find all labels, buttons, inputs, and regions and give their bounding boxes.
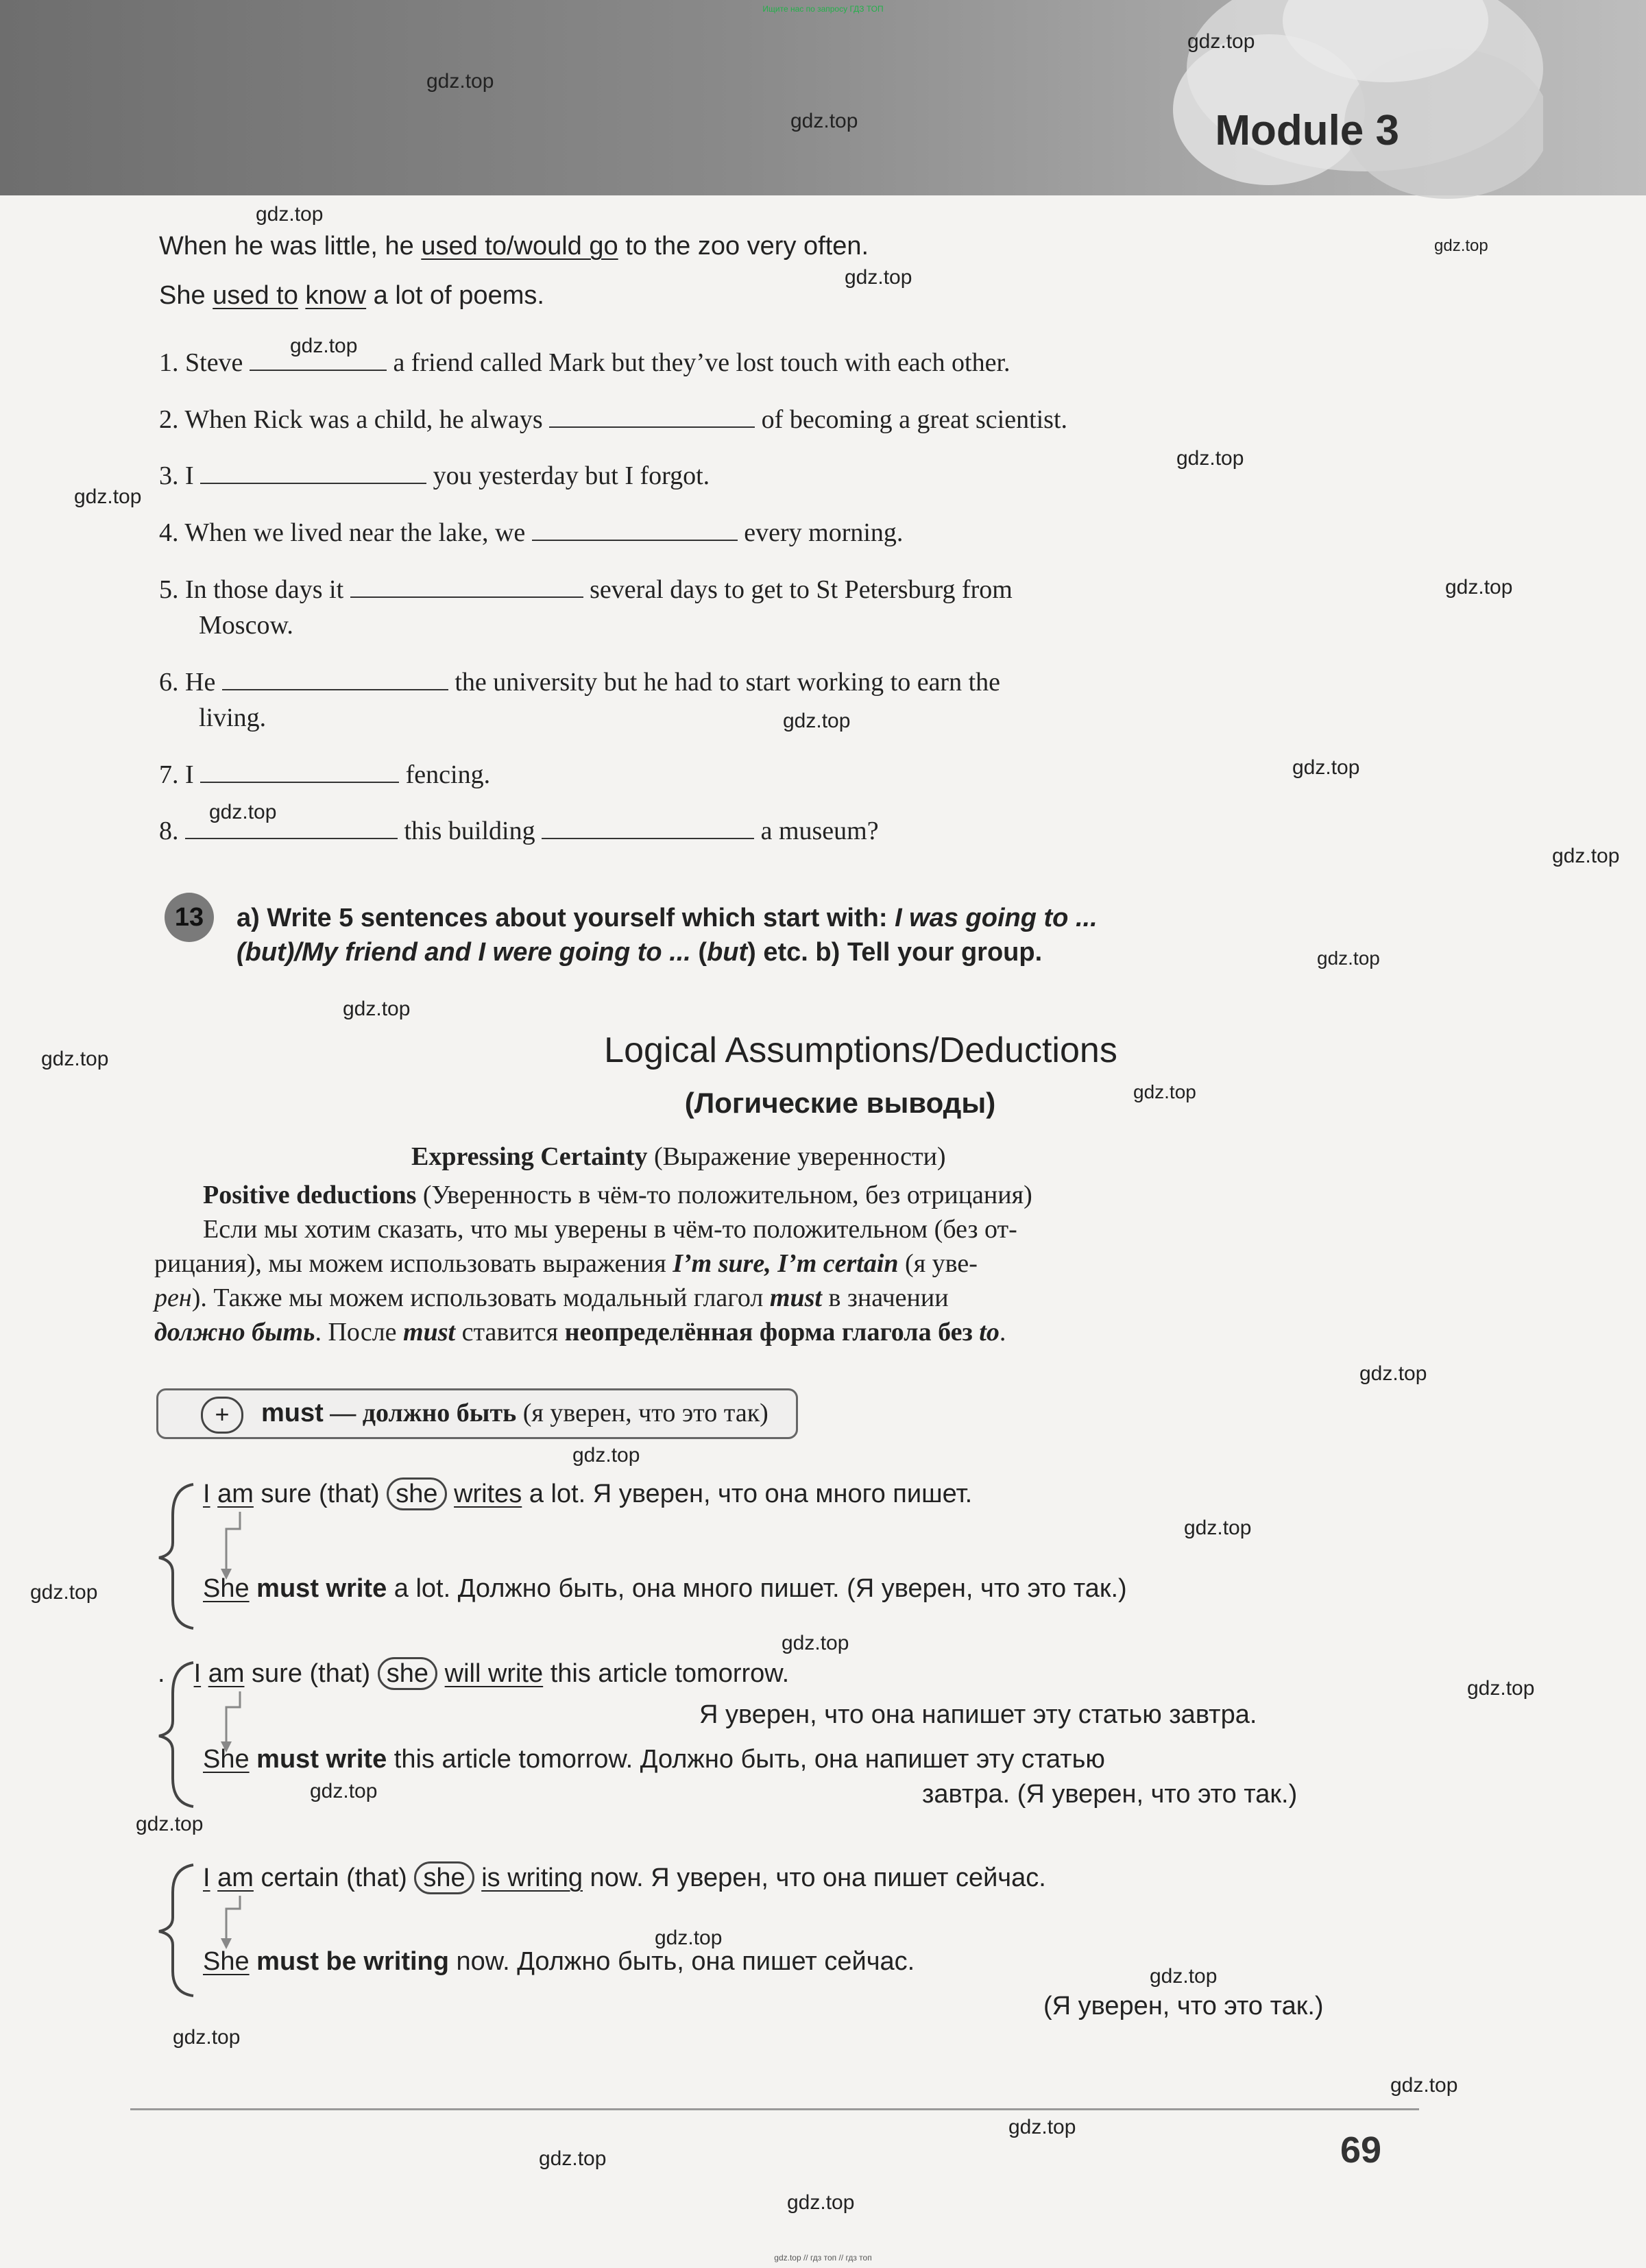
underlined-text: am [217, 1480, 254, 1508]
bold-verb: must write [249, 1574, 387, 1603]
underlined-text: I [203, 1480, 210, 1508]
item-text: He [185, 668, 216, 697]
text: sure (that) [244, 1659, 378, 1688]
item-number: 3. [159, 461, 179, 490]
underlined-text: am [217, 1863, 254, 1892]
example-line: . I am sure (that) she will write this article tomorrow. [158, 1659, 789, 1689]
underlined-text: know [305, 281, 367, 310]
exercise-item [159, 518, 1399, 548]
watermark: gdz.top [787, 2191, 855, 2214]
answer-blank[interactable] [532, 519, 738, 541]
watermark: gdz.top [782, 1632, 849, 1654]
text [298, 281, 306, 310]
task-text: ) etc. b) Tell your group. [747, 938, 1043, 967]
item-text: the university but he had to start working to earn the [455, 668, 1001, 697]
watermark: gdz.top [1390, 2074, 1458, 2097]
item-text: you yesterday but I forgot. [433, 461, 710, 490]
text: now. Должно быть, она пишет сейчас. [448, 1947, 915, 1976]
item-number: 6. [159, 668, 179, 697]
item-text: fencing. [405, 760, 491, 789]
footer-divider [130, 2108, 1419, 2110]
bold-italic-text: must [769, 1283, 822, 1312]
paragraph-line [154, 1246, 1395, 1281]
bold-text: — должно быть [323, 1399, 517, 1427]
answer-blank[interactable] [185, 817, 398, 839]
example-translation: (Я уверен, что это так.) [1043, 1992, 1324, 2020]
exercise-item [159, 405, 1399, 435]
text: sure (that) [253, 1480, 387, 1508]
watermark: gdz.top [290, 335, 358, 357]
text: . [999, 1318, 1006, 1347]
example-translation: завтра. (Я уверен, что это так.) [922, 1780, 1298, 1809]
watermark: gdz.top [572, 1444, 640, 1467]
underlined-verb: writes [454, 1480, 522, 1508]
item-number: 2. [159, 405, 179, 434]
exercise-item [159, 461, 1399, 491]
watermark: gdz.top [783, 710, 851, 732]
bold-verb: must write [249, 1745, 387, 1774]
text: this article tomorrow. Должно быть, она напишет эту статью [387, 1745, 1105, 1774]
task-text-italic: but [707, 938, 748, 967]
paragraph-line [154, 1281, 1395, 1315]
example-sentence [159, 232, 1399, 261]
watermark: gdz.top [74, 485, 142, 508]
text: (Уверенность в чём-то положительном, без отрицания) [416, 1181, 1032, 1209]
item-text: every morning. [744, 518, 904, 547]
underlined-text: She [203, 1947, 250, 1976]
text: a lot. Я уверен, что она много пишет. [522, 1480, 973, 1508]
text: certain (that) [253, 1863, 415, 1892]
watermark: gdz.top [343, 998, 411, 1020]
example-line [203, 1480, 972, 1509]
example-line [203, 1574, 1127, 1604]
circled-subject: she [414, 1861, 474, 1894]
text: (Выражение уверенности) [647, 1142, 946, 1171]
watermark: gdz.top [1150, 1965, 1218, 1988]
watermark: gdz.top [256, 203, 324, 226]
brace-icon [152, 1861, 207, 1999]
item-number: 7. [159, 760, 179, 789]
watermark: gdz.top [1467, 1677, 1535, 1700]
item-text: I [185, 461, 194, 490]
watermark: gdz.top [1552, 845, 1620, 867]
watermark: gdz.top [539, 2147, 607, 2170]
answer-blank[interactable] [200, 761, 399, 783]
section-title: Logical Assumptions/Deductions [604, 1030, 1117, 1070]
bold-text: must [261, 1399, 324, 1427]
bold-italic-text: I’m sure, I’m certain [673, 1249, 899, 1278]
text: рицания), мы можем использовать выражения [154, 1249, 673, 1278]
item-number: 5. [159, 575, 179, 604]
underlined-text: used to/would go [421, 232, 618, 261]
item-text: When we lived near the lake, we [184, 518, 526, 547]
example-line [203, 1745, 1105, 1774]
example-sentence [159, 281, 1399, 311]
exercise-item [159, 575, 1399, 605]
item-text: a museum? [760, 817, 879, 845]
underlined-text: I [193, 1659, 202, 1688]
watermark: gdz.top [1445, 576, 1513, 599]
text: . После [315, 1318, 404, 1347]
positive-deductions-heading [203, 1178, 1396, 1212]
text: a lot. Должно быть, она много пишет. (Я уверен, что это так.) [387, 1574, 1127, 1603]
exercise-item [159, 667, 1399, 697]
paragraph-line: Если мы хотим сказать, что мы уверены в чём-то положительном (без от- [203, 1215, 1017, 1244]
exercise-item-continuation: living. [199, 703, 267, 732]
arrow-down-icon [206, 1508, 247, 1584]
underlined-text: She [203, 1745, 250, 1774]
watermark: gdz.top [1187, 30, 1255, 53]
exercise-item [159, 816, 1399, 846]
item-text: When Rick was a child, he always [184, 405, 543, 434]
task-text-italic: I was going to ... [895, 904, 1098, 932]
item-text: In those days it [185, 575, 344, 604]
watermark: gdz.top [310, 1780, 378, 1802]
task-text-italic: (but)/My friend and I were going to ... [237, 938, 691, 967]
text: в значении [821, 1283, 949, 1312]
exercise-item [159, 760, 1399, 790]
watermark: gdz.top [655, 1927, 723, 1949]
watermark: gdz.top [426, 70, 494, 93]
exercise-number-badge: 13 [165, 893, 214, 942]
module-title: Module 3 [1215, 107, 1399, 154]
watermark: gdz.top [1434, 237, 1488, 255]
watermark: gdz.top [209, 801, 277, 823]
answer-blank[interactable] [200, 462, 426, 484]
top-banner: Ищите нас по запросу ГДЗ ТОП [762, 4, 884, 14]
arrow-down-icon [206, 1892, 247, 1954]
text: ). Также мы можем использовать модальный глагол [191, 1283, 770, 1312]
text: ставится [455, 1318, 565, 1347]
bottom-banner: gdz.top // гдз топ // гдз топ [774, 2253, 872, 2263]
watermark: gdz.top [1133, 1081, 1196, 1102]
text: a lot of poems. [366, 281, 544, 310]
item-text: I [185, 760, 194, 789]
text: (я уве- [898, 1249, 978, 1278]
watermark: gdz.top [1317, 948, 1380, 969]
underlined-text: She [203, 1574, 250, 1603]
bold-text: Expressing Certainty [411, 1142, 648, 1171]
answer-blank[interactable] [222, 668, 448, 690]
item-text: of becoming a great scientist. [761, 405, 1068, 434]
paragraph-line [154, 1315, 1395, 1349]
item-number: 4. [159, 518, 179, 547]
watermark: gdz.top [1292, 756, 1360, 779]
item-number: 8. [159, 817, 179, 845]
watermark: gdz.top [30, 1581, 98, 1604]
watermark: gdz.top [41, 1048, 109, 1070]
example-line [203, 1863, 1046, 1893]
exercise-task [237, 904, 1098, 933]
task-text: a) Write 5 sentences about yourself which start with: [237, 904, 895, 932]
circled-subject: she [378, 1657, 437, 1690]
circled-subject: she [387, 1477, 446, 1510]
watermark: gdz.top [1184, 1517, 1252, 1539]
bold-text: неопределённая форма глагола без [564, 1318, 973, 1347]
underlined-text: used to [213, 281, 298, 310]
bold-italic-text: должно быть [154, 1318, 315, 1347]
bold-verb: must be writing [249, 1947, 449, 1976]
watermark: gdz.top [1359, 1362, 1427, 1385]
answer-blank[interactable] [250, 349, 387, 371]
watermark: gdz.top [136, 1813, 204, 1835]
underlined-text: I [203, 1863, 210, 1892]
brace-icon [152, 1481, 207, 1632]
text: now. Я уверен, что она пишет сейчас. [583, 1863, 1046, 1892]
answer-blank[interactable] [542, 817, 754, 839]
underlined-text: am [208, 1659, 245, 1688]
bold-text: Positive deductions [203, 1181, 417, 1209]
bold-italic-text: to [972, 1318, 1000, 1347]
text: this article tomorrow. [543, 1659, 790, 1688]
item-text: a friend called Mark but they’ve lost touch with each other. [393, 348, 1010, 377]
watermark: gdz.top [790, 110, 858, 132]
section-subtitle: (Логические выводы) [684, 1087, 996, 1119]
answer-blank[interactable] [350, 576, 583, 598]
exercise-task [237, 938, 1042, 967]
rule-box [156, 1388, 798, 1439]
watermark: gdz.top [845, 266, 912, 289]
item-text: this building [404, 817, 535, 845]
watermark: gdz.top [1176, 447, 1244, 470]
item-number: 1. [159, 348, 179, 377]
task-text: ( [690, 938, 707, 967]
bold-italic-text: must [403, 1318, 456, 1347]
watermark: gdz.top [173, 2026, 241, 2049]
text: She [159, 281, 213, 310]
italic-text: рен [154, 1283, 192, 1312]
example-translation: Я уверен, что она напишет эту статью завтра. [699, 1700, 1257, 1729]
example-line [203, 1947, 915, 1977]
underlined-verb: is writing [481, 1863, 583, 1892]
answer-blank[interactable] [549, 406, 755, 428]
watermark: gdz.top [1008, 2116, 1076, 2138]
plus-icon: + [201, 1397, 243, 1434]
page-number: 69 [1340, 2130, 1382, 2171]
exercise-item-continuation: Moscow. [199, 611, 293, 640]
item-text: Steve [185, 348, 243, 377]
text: (я уверен, что это так) [516, 1399, 768, 1427]
underlined-verb: will write [444, 1659, 544, 1688]
item-text: several days to get to St Petersburg from [590, 575, 1013, 604]
text: to the zoo very often. [618, 232, 869, 261]
exercise-item [159, 348, 1399, 378]
subheading [411, 1139, 1646, 1174]
text: When he was little, he [159, 232, 422, 261]
